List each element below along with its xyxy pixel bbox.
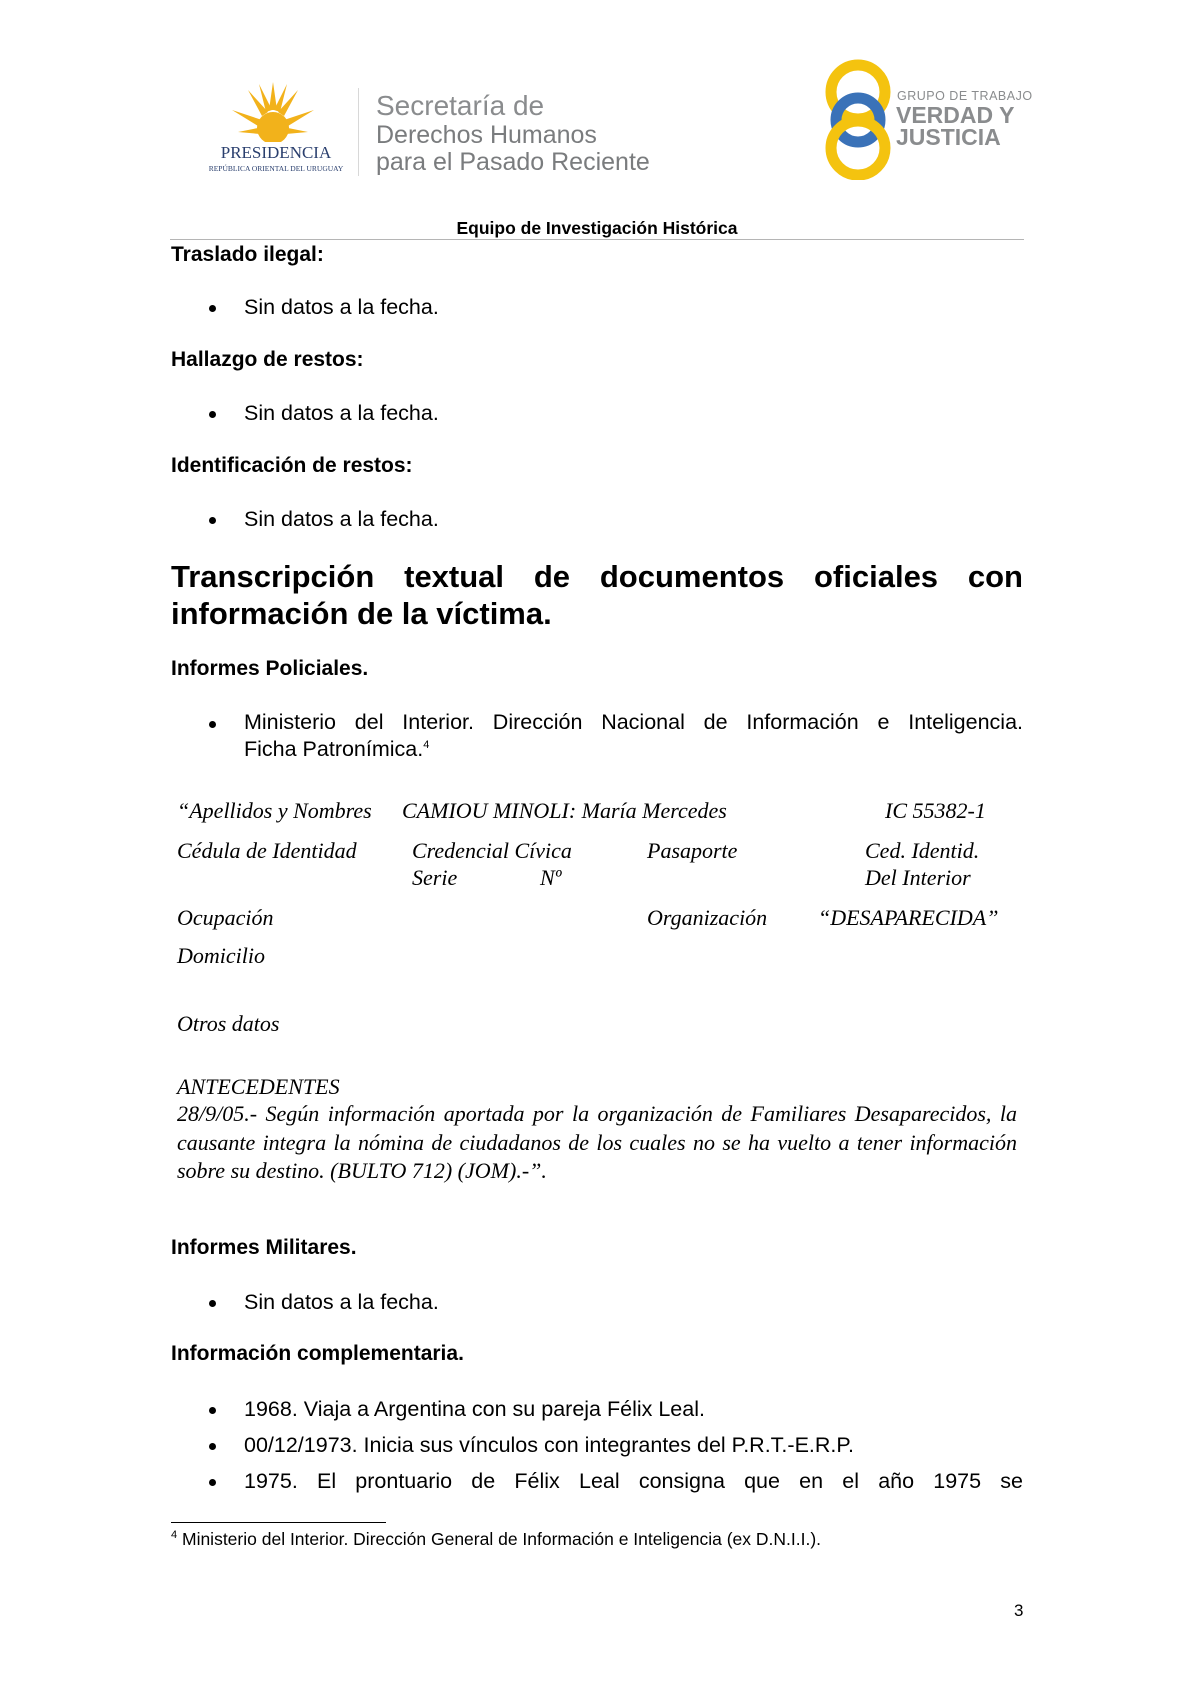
secretaria-line1: Secretaría de xyxy=(376,90,545,121)
header-rule xyxy=(170,239,1024,240)
ficha-label: Ficha Patronímica. xyxy=(244,737,424,761)
secretaria-line3: para el Pasado Reciente xyxy=(376,148,650,176)
list-item-line2 xyxy=(244,737,429,762)
ficha-antecedentes-text: 28/9/05.- Según información aportada por la organización de Familiares Desaparecidos, la causante integra la nómina de ciudadanos de los cuales no se ha vuelto a tener información sobre su destino. (BULTO 712) (JOM).-”. xyxy=(177,1101,1017,1183)
ficha-ocupacion: Ocupación xyxy=(177,905,274,930)
ficha-domicilio: Domicilio xyxy=(177,943,265,968)
grupo-trabajo-line2: VERDAD Y xyxy=(896,102,1015,128)
footnote-text: Ministerio del Interior. Dirección General de Información e Inteligencia (ex D.N.I.I.). xyxy=(177,1529,822,1549)
grupo-trabajo-line1: GRUPO DE TRABAJO xyxy=(897,89,1033,103)
heading-complementaria: Información complementaria. xyxy=(171,1342,464,1365)
footnote-ref[interactable]: 4 xyxy=(423,738,430,751)
ficha-credencial: Credencial Cívica xyxy=(412,838,572,863)
list-item: Sin datos a la fecha. xyxy=(244,507,439,531)
ficha-del-interior: Del Interior xyxy=(865,865,971,890)
bullet-dot xyxy=(209,721,216,728)
list-item: Sin datos a la fecha. xyxy=(244,295,439,319)
secretaria-line2: Derechos Humanos xyxy=(376,121,597,149)
page-number: 3 xyxy=(1014,1601,1024,1620)
bullet-dot xyxy=(209,1300,216,1307)
sun-emblem-icon xyxy=(228,80,318,150)
list-item: Sin datos a la fecha. xyxy=(244,401,439,425)
list-item: 1968. Viaja a Argentina con su pareja Félix Leal. xyxy=(244,1397,705,1421)
ficha-organizacion: Organización xyxy=(647,905,768,930)
heading-transcripcion-line1: Transcripción textual de documentos oficiales con xyxy=(171,559,1023,594)
heading-hallazgo: Hallazgo de restos: xyxy=(171,348,364,371)
bullet-dot xyxy=(209,411,216,418)
ficha-numero: Nº xyxy=(540,865,562,890)
bullet-dot xyxy=(209,1479,216,1486)
heading-policiales: Informes Policiales. xyxy=(171,657,369,680)
heading-militares: Informes Militares. xyxy=(171,1236,357,1259)
heading-transcripcion-line2: información de la víctima. xyxy=(171,596,552,631)
team-title: Equipo de Investigación Histórica xyxy=(456,218,738,238)
ficha-antecedentes: ANTECEDENTES xyxy=(177,1074,340,1099)
footnote xyxy=(171,1529,821,1550)
ficha-organizacion-value: “DESAPARECIDA” xyxy=(818,905,999,930)
ficha-pasaporte: Pasaporte xyxy=(647,838,738,863)
ficha-otros-datos: Otros datos xyxy=(177,1011,280,1036)
bullet-dot xyxy=(209,1443,216,1450)
ficha-ic: IC 55382-1 xyxy=(885,798,986,823)
footnote-rule xyxy=(171,1522,386,1523)
list-item: Sin datos a la fecha. xyxy=(244,1290,439,1314)
ficha-apellidos-label: “Apellidos y Nombres xyxy=(177,798,372,823)
heading-identificacion: Identificación de restos: xyxy=(171,454,413,477)
list-item-line1: Ministerio del Interior. Dirección Nacional de Información e Inteligencia. xyxy=(244,710,1023,734)
bullet-dot xyxy=(209,1407,216,1414)
presidencia-logo-text: PRESIDENCIA xyxy=(220,143,332,162)
header-divider xyxy=(358,88,359,176)
list-item: 00/12/1973. Inicia sus vínculos con integrantes del P.R.T.-E.R.P. xyxy=(244,1433,854,1457)
presidencia-subtitle: REPÚBLICA ORIENTAL DEL URUGUAY xyxy=(208,164,344,173)
bullet-dot xyxy=(209,305,216,312)
list-item: 1975. El prontuario de Félix Leal consigna que en el año 1975 se xyxy=(244,1469,1023,1493)
ficha-ced-identid: Ced. Identid. xyxy=(865,838,980,863)
ficha-cedula: Cédula de Identidad xyxy=(177,838,357,863)
footnote-number: 4 xyxy=(171,1529,178,1542)
heading-traslado: Traslado ilegal: xyxy=(171,243,324,266)
ficha-serie: Serie xyxy=(412,865,458,890)
bullet-dot xyxy=(209,517,216,524)
grupo-trabajo-line3: JUSTICIA xyxy=(896,124,1001,150)
ficha-apellidos-value: CAMIOU MINOLI: María Mercedes xyxy=(402,798,727,823)
